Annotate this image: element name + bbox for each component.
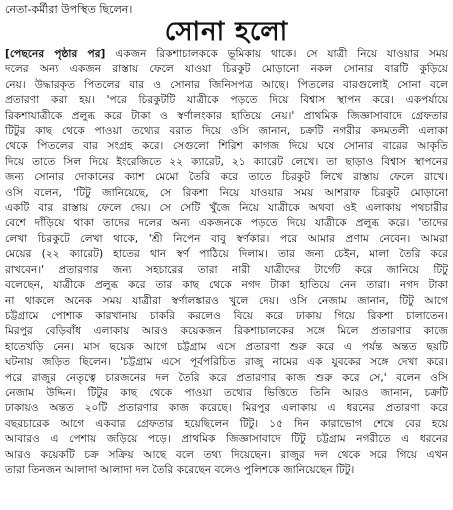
headline-container	[5, 17, 448, 47]
article-line: রাখবেন।' প্রতারণার জন্য সহচারের তারা নারী যাত্রীদের টার্গেট করে জানিয়ে টিটু	[5, 263, 448, 276]
article-line: দিয়ে তাতে সিল দিয়ে ইংরেজিতে ২২ ক্যারেট, ২১ ক্যারেট লেখে। তা ছাড়াও বিশ্বাস স্থাপনের	[5, 155, 448, 168]
article-headline: সোনা হলো	[164, 17, 289, 47]
article-line: প্রতারণা করা হয়। 'পরে চিরকুটটি যাত্রীকে পড়তে দিয়ে বিশ্বাস স্থাপন করে। একপর্যায়ে	[5, 94, 448, 107]
article-line: মেয়ের (২২ ক্যারেট) হাতের থান স্বর্ণ পাঠিয়ে দিলাম। তার জন্য চেইন, মালা তৈরি করে	[5, 248, 448, 261]
continued-from-label: [পেছনের পৃষ্ঠার পর]	[5, 48, 106, 60]
article-body	[5, 47, 448, 505]
article-line: লেখা চিরকুটে লেখা থাকে, 'শ্রী নিপেন বাবু স্বর্ণকার। পরে আমার প্রণাম নেবেন। আমরা	[5, 232, 448, 245]
article-line: না থাকলে অনেক সময় যাত্রীরা স্বর্ণালঙ্কারও খুলে দেয়। ওসি নেজাম জানান, টিটু আগে	[5, 294, 448, 307]
article-line: নেজাম উদ্দিন। টিটুর কাছ থেকে পাওয়া তথ্যের ভিত্তিতে তিনি আরও জানান, চক্রটি	[5, 386, 448, 399]
article-line: হাতেখড়ি নেন। মাস ছয়েক আগে চট্টগ্রাম এসে প্রতারণা শুরু করে এ পর্যন্ত অন্তত ছয়টি	[5, 340, 448, 353]
article-line: একটি বার রাস্তায় ফেলে দেয়। সে সেটি খুঁজে নিয়ে যাত্রীকে অথবা ওই এলাকায় পথচারীর	[5, 202, 448, 215]
article-line: রিকশাযাত্রীকে প্রলুব্ধ করে টাকা ও স্বর্ণালংকার হাতিয়ে নেয়।' প্রাথমিক জিজ্ঞাসাবাদে গ্রেফতার	[5, 109, 448, 122]
article-line: থেকে পিতলের বার সংগ্রহ করে। সেগুলো শিরিশ কাগজ দিয়ে ঘষে সোনার বারের আকৃতি	[5, 140, 448, 153]
article-line: দলের অন্য একজন রাস্তায় ফেলে যাওয়া চিরকুট মোড়ানো নকল সোনার বারটি কুড়িয়ে	[5, 63, 448, 76]
article-line: তারা তিনজন আলাদা আলাদা দল তৈরি করেছেন বলেও পুলিশকে জানিয়েছেন টিটু।	[5, 463, 355, 476]
article-line: ঘটনায় জড়িত ছিলেন। 'চট্টগ্রাম এসে পূর্বপরিচিত রাজু নামের এক যুবকের সঙ্গে দেখা করে।	[5, 356, 448, 369]
article-line: বলেছেন, যাত্রীকে প্রলুব্ধ করে তার কাছ থেকে নগদ টাকা হাতিয়ে নেন তারা। নগদ টাকা	[5, 279, 448, 292]
article-line: আরও কয়েকটি চক্র সক্রিয় আছে বলে তথ্য দিয়েছেন। রাজুর দল থেকে সরে গিয়ে এখন	[5, 448, 448, 461]
article-line: ঢাকায়ও অন্তত ২০টি প্রতারণার কাজ করেছে। মিরপুর এলাকায় এ ধরনের প্রতারণা করে	[5, 402, 448, 415]
article-line: নেয়। উদ্ধারকৃত পিতলের বার ও সোনার জিনিসপত্র আছে। পিতলের বারগুলোই সোনা বলে	[5, 78, 448, 91]
article-line: আবারও এ পেশায় জড়িয়ে পড়ে। প্রাথমিক জিজ্ঞাসাবাদে টিটু চট্টগ্রাম নগরীতে এ ধরনের	[5, 433, 448, 446]
article-line: বেশে দাঁড়িয়ে থাকা তাদের দলের অন্য একজনকে পড়তে দিয়ে যাত্রীকে প্রলুব্ধ করে। 'তাদের	[5, 217, 448, 230]
article-line: টিটুর কাছ থেকে পাওয়া তথ্যের বরাত দিয়ে ওসি জানান, চক্রটি নগরীর কদমতলী এলাকা	[5, 125, 448, 138]
article-line: মিরপুর বেড়িবাঁধ এলাকায় আরও কয়েকজন রিকশাচালকের সঙ্গে মিলে প্রতারণার কাজে	[5, 325, 448, 338]
article-line: জন্য সোনার দোকানের ক্যাশ মেমো তৈরি করে তাতে চিরকুট লিখে রাস্তায় ফেলে রাখে।	[5, 171, 448, 184]
article-line: বছরচারেক আগে একবার গ্রেফতার হয়েছিলেন টিটু। ১৫ দিন কারাভোগ শেষে বের হয়ে	[5, 417, 448, 430]
article-line: পরে রাজুর নেতৃত্বে চারজনের দল তৈরি করে প্রতারণার কাজ শুরু করে সে,' বলেন ওসি	[5, 371, 448, 384]
article-line: চট্টগ্রামে পোশাক কারখানায় চাকরি করলেও বিয়ে করে ঢাকায় গিয়ে রিকশা চালাতেন।	[5, 309, 448, 322]
previous-article-ending: নেতা-কর্মীরা উপস্থিত ছিলেন।	[5, 3, 133, 16]
article-line: [পেছনের পৃষ্ঠার পর] একজন রিকশাচালককে ভূমিকায় থাকে। সে যাত্রী নিয়ে যাওয়ার সময়	[5, 48, 448, 60]
article-line: ওসি বলেন, 'টিটু জানিয়েছে, সে রিকশা নিয়ে যাওয়ার সময় আশরাফ চিরকুট মোড়ানো	[5, 186, 448, 199]
